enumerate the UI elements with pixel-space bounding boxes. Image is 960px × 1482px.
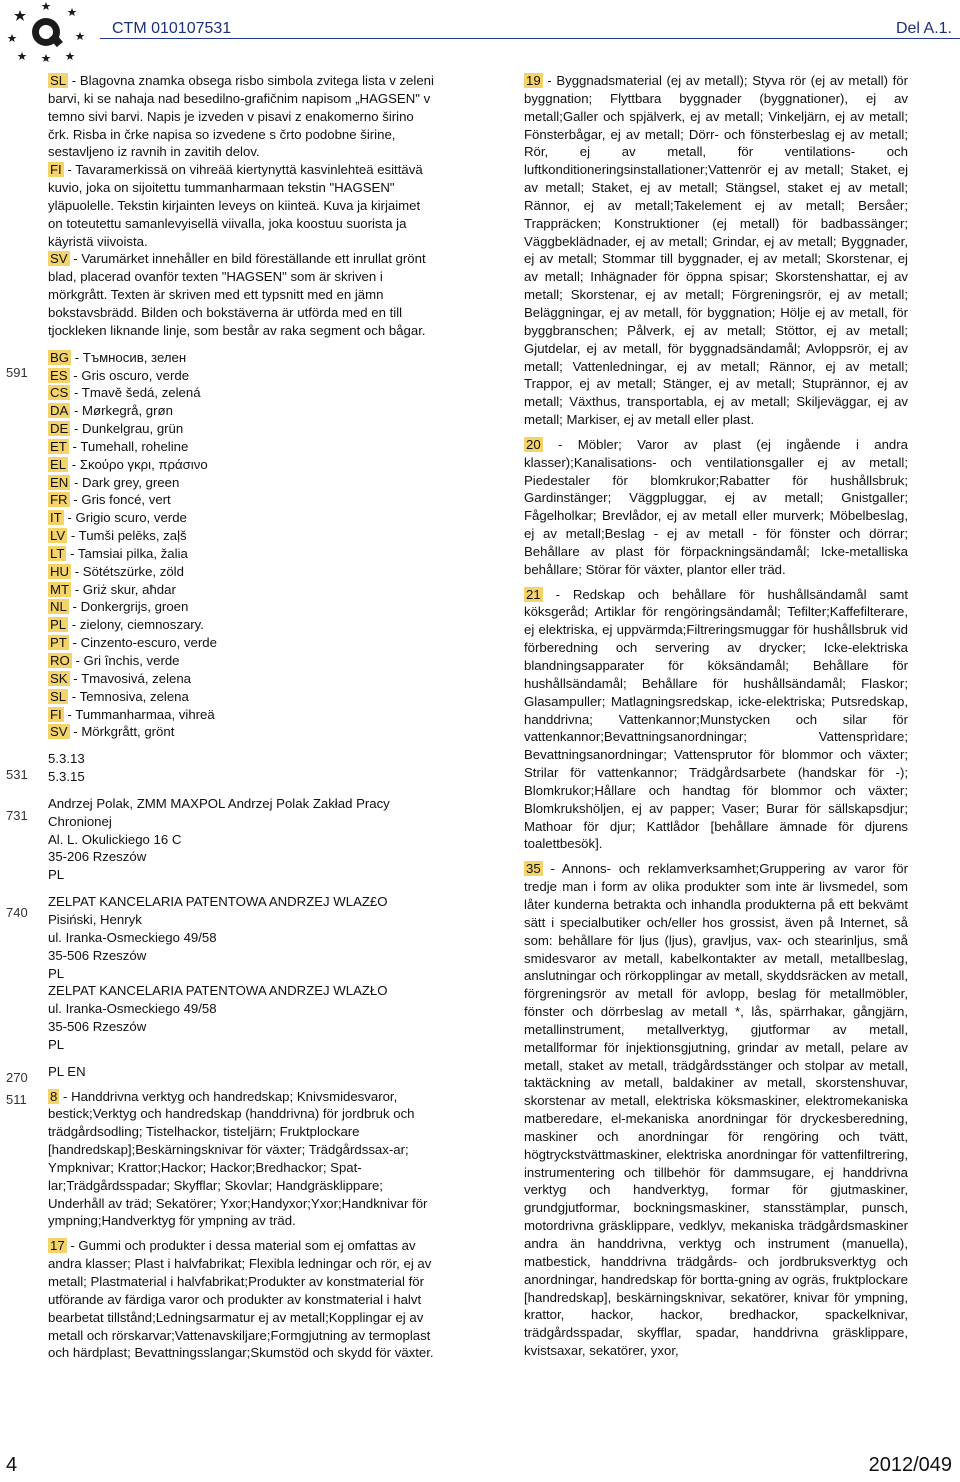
left-column — [48, 72, 438, 1362]
languages: PL EN — [48, 1063, 86, 1079]
document-section: Del A.1. — [895, 20, 952, 37]
inid-code-740: 740 — [6, 905, 28, 920]
right-column — [524, 72, 908, 1360]
colour-item: SV - Mörkgrått, grönt — [50, 724, 175, 740]
colour-item: FR - Gris foncé, vert — [50, 492, 171, 508]
class-35: 35 - Annons- och reklamverksamhet;Gruppering av varor för tredje man i form av olika produkter som inte är livsmedel, som låter kunderna betrakta och inhandla produkterna på ett bekvämt sätt i specialbutiker och/eller hos grossist, även på Internet, så som: behållare för ljus (ljus), gravljus, vax- och stearinljus, små smidesvaror av metall, kabelkontakter av metall, metallbeslag, anslutningar och rörkopplingar av metall, skyddsräcken av metall, förgreningsrör av metall för avlopp, beslag för metallmöbler, fönster och dörrbeslag av metall *, lås, spärrhakar, gångjärn, metallinstrument, metallverktyg, gjutformar av metall, metallformar för injektionsgjutning, grindar av metall, pelare av metall, staket av metall, trädgårdsstänger och stolpar av metall, taktäckning av metall, baldakiner av metall, skorstenshuvar, skorstenar av metall, elektriska köksmaskiner, elektromekaniska matberedare, el-mekaniska anordningar för dryckesberedning, maskiner och anordningar för rengöring och tvätt, högtryckstvättmaskiner, elektriska anordningar för vattenfiltrering, instrumentering och tillbehör för dammsugare, ej handdrivna verktyg och handverktyg, formar för gjutmaskiner, grundgjutformar, bockningsmaskiner, stansstämplar, punsch, motordrivna gräsklippare, vedklyv, mekaniska trädgårdsmaskiner andra än handdrivna, verktyg och instrument (manuella), matbestick, handdrivna trädgårds- och jordbruksverktyg och anordningar, handredskap för bortta-gning av ogräs, fruktplockare [handredskap], beskärningsknivar, sekatörer, knivar för ympning, krattor, hackor, hackor, bredhackor, spackelknivar, trädgårdsspadar, skyfflar, spadar, handdrivna gräsklippare, kvistsaxar, sekatörer, yxor, — [524, 861, 908, 1359]
colour-list — [48, 349, 438, 742]
colour-item: EN - Dark grey, green — [50, 474, 180, 490]
lang-code: FI — [50, 162, 62, 178]
inid-code-531: 531 — [6, 767, 28, 782]
vienna-code: 5.3.13 — [48, 751, 85, 767]
inid-code-270: 270 — [6, 1070, 28, 1085]
class-number: 21 — [526, 586, 541, 602]
class-number: 17 — [50, 1238, 65, 1254]
class-8: 8 - Handdrivna verktyg och handredskap; Knivsmidesvaror, bestick;Verktyg och handredskap (handdrivna) för jordbruk och trädgårdsodling; Tistelhackor, tisteljärn; Fruktplockare [handredskap];Beskärningsknivar för växter; Trädgårdssax-ar; Ympknivar; Krattor;Hackor; Hackor;Bredhackor; Spat-lar;Trädgårdsspadar; Skyfflar; Skovlar; Handgräsklippare; Underhåll av träd; Sekatörer; Yxor;Handyxor;Yxor;Handknivar för ympning;Handverktyg för ympning av träd. — [48, 1088, 428, 1229]
colour-item: PL - zielony, ciemnoszary. — [50, 617, 204, 633]
description-fi: FI - Tavaramerkissä on vihreää kiertynyttä kasvinlehteä esittävä kuvio, joka on sijoitettu tummanharmaan tekstin "HAGSEN" yläpuolelle. Tekstin kirjainten leveys on kiinteä. Kuva ja kirjaimet on toteutettu samanlevyisellä viivalla, joka koostuu suorista ja käyristä viivoista. — [48, 162, 423, 249]
class-number: 20 — [526, 436, 541, 452]
inid-code-731: 731 — [6, 808, 28, 823]
colour-item: FI - Tummanharmaa, vihreä — [50, 706, 215, 722]
issue-number: 2012/049 — [868, 1454, 952, 1476]
colour-item: MT - Griż skur, aħdar — [50, 581, 176, 597]
description-sl: SL - Blagovna znamka obsega risbo simbola zvitega lista v zeleni barvi, ki se nahaja nad besedilno-grafičnim napisom „HAGSEN" v temno sivi barvi. Napis je izveden v pisavi z enakomerno širino črk. Risba in črke napisa so izvedene s črto podobne širine, sestavljeno iz ravnih in zavitih delov. — [48, 73, 434, 160]
colour-item: LV - Tumši pelēks, zaļš — [50, 528, 187, 544]
applicant: Andrzej Polak, ZMM MAXPOL Andrzej Polak Zakład Pracy Chronionej Al. L. Okulickiego 16 C 35-206 Rzeszów PL — [48, 795, 390, 883]
colour-item: HU - Sötétszürke, zöld — [50, 563, 184, 579]
colour-item: LT - Tamsiai pilka, žalia — [50, 545, 188, 561]
colour-item: PT - Cinzento-escuro, verde — [50, 635, 217, 651]
class-21: 21 - Redskap och behållare för hushållsändamål samt köksgeråd; Artiklar för rengöringsändamål; Tefilter;Kaffefilterare, ej elektriska, ej uppvärmda;Filtreringsmuggar för hushållsbruk vid förberedning och servering av drycker; Icke-elektriska blandningsapparater för köksändamål; Behållare för hushållsändamål; Behållare för hushållsändamål; Flaskor; Glasampuller; Matlagningsredskap, icke-elektriska; Putsredskap, handdrivna; Vattenkannor;Munstycken och silar för vattenkannor;Bevattningsanordningar; Vattensprìdare; Bevattningsanordningar; Vattensprutor för blommor och växter; Strilar för vattenkannor; Trädgårdsarbete (handskar för -); Blomkrukor;Hållare och handtag för blommor och växter; Blomkrukshöljen, ej av papper; Vaser; Burar för sällskapsdjur; Mathoar för djur; Kattlådor [behållare ämnade för djurens toalettbesök]. — [524, 586, 908, 852]
colour-item: CS - Tmavě šedá, zelená — [50, 385, 201, 401]
colour-item: IT - Grigio scuro, verde — [50, 510, 187, 526]
representative: ZELPAT KANCELARIA PATENTOWA ANDRZEJ WLAZ£O Pisiński, Henryk ul. Iranka-Osmeckiego 49/58 35-506 Rzeszów PL ZELPAT KANCELARIA PATENTOWA ANDRZEJ WLAZŁO ul. Iranka-Osmeckiego 49/58 35-506 Rzeszów PL — [48, 894, 388, 1052]
class-20: 20 - Möbler; Varor av plast (ej ingående i andra klasser);Kanalisations- och ventilationsgaller ej av metall; Piedestaler för blomkrukor;Rabatter för hushållsbruk; Gardinstänger; Väggpluggar, ej av metall; Gnistgaller; Fågelholkar; Brevlådor, ej av metall eller murverk; Möbelbeslag, ej av metall;Beslag - ej av metall - för fönster och dörrar; Behållare av plast för förpackningsändamål; Icke-metalliska behållare; Störar för växter, plantor eller träd. — [524, 436, 908, 577]
lang-code: SV — [50, 251, 68, 267]
euipo-logo — [6, 0, 92, 62]
document-id: CTM 010107531 — [112, 20, 232, 37]
page-number: 4 — [6, 1454, 18, 1476]
colour-item: DE - Dunkelgrau, grün — [50, 421, 184, 437]
header-rule — [100, 38, 960, 39]
class-17: 17 - Gummi och produkter i dessa material som ej omfattas av andra klasser; Plast i halvfabrikat; Flexibla ledningar och rör, ej av metall; Plastmaterial i halvfabrikat;Produkter av konstmaterial för utförande av färdiga varor och produkter av konstmaterial i halvt bearbetat tillstånd;Ledningsarmatur ej av metall;Kopplingar ej av metall och rörskarvar;Vattenavskiljare;Formgjutning av termoplast och härdplast; Bevattningsslangar;Skumstöd och skydd för växter. — [48, 1238, 434, 1361]
colour-item: DA - Mørkegrå, grøn — [50, 403, 173, 419]
colour-item: NL - Donkergrijs, groen — [50, 599, 189, 615]
colour-item: RO - Gri închis, verde — [50, 653, 180, 668]
colour-item: SK - Tmavosivá, zelena — [50, 670, 192, 686]
colour-item: ES - Gris oscuro, verde — [50, 367, 190, 383]
class-number: 8 — [50, 1088, 58, 1104]
inid-code-591: 591 — [6, 365, 28, 380]
class-number: 19 — [526, 73, 541, 88]
colour-item: ET - Tumehall, roheline — [50, 438, 189, 454]
colour-item: EL - Σκούρο γκρι, πράσινο — [50, 456, 208, 472]
lang-code: SL — [50, 73, 67, 88]
inid-code-511: 511 — [6, 1092, 27, 1107]
colour-item: BG - Тъмносив, зелен — [50, 349, 187, 365]
vienna-code: 5.3.15 — [48, 769, 85, 785]
class-number: 35 — [526, 861, 541, 877]
class-19: 19 - Byggnadsmaterial (ej av metall); Styva rör (ej av metall) för byggnation; Flyttbara byggnader (byggnationer), ej av metall;Galler och spjälverk, ej av metall; Vinkeljärn, ej av metall; Fönsterbågar, ej av metall; Dörr- och fönsterbeslag ej av metall; Rör, ej av metall, för ventilations- och luftkonditioneringsinstallationer;Vattenrör ej av metall; Staket, ej av metall; Staket, ej av metall; Stängsel, staket ej av metall; Rännor, ej av metall;Takelement ej av metall; Bersåer; Trappräcken; Konstruktioner (ej metall) för badbassänger; Väggbeklädnader, ej av metall; Grindar, ej av metall; Byggnader, ej av metall; Stommar till byggnader, ej av metall; Skorstenar, ej av metall; Inhägnader för öppna spisar; Skorstenshattar, ej av metall; Skorstenar, ej av metall; Förgreningsrör, ej av metall; Beläggningar, ej av metall, för byggnation; Hölje ej av metall, för byggbranschen; Pålverk, ej av metall; Stöttor, ej av metall; Gjutdelar, ej av metall, för byggnadsändamål; Avloppsrör, ej av metall; Vattenledningar, ej av metall; Rännor, ej av metall; Trappor, ej av metall; Stänger, ej av metall; Stuprännor, ej av metall; Växthus, transportabla, ej av metall; Skiljeväggar, ej av metall; Markiser, ej av metall eller plast. — [524, 73, 908, 428]
description-sv: SV - Varumärket innehåller en bild föreställande ett inrullat grönt blad, placerad ovanför texten "HAGSEN" som är skriven i mörkgrått. Texten är skriven med ett typsnitt med en jämn bokstavsbrädd. Bilden och bokstäverna är utförda med en till tjockleken liknande linje, som består av raka segment och bågar. — [48, 251, 426, 338]
colour-item: SL - Temnosiva, zelena — [50, 688, 189, 704]
